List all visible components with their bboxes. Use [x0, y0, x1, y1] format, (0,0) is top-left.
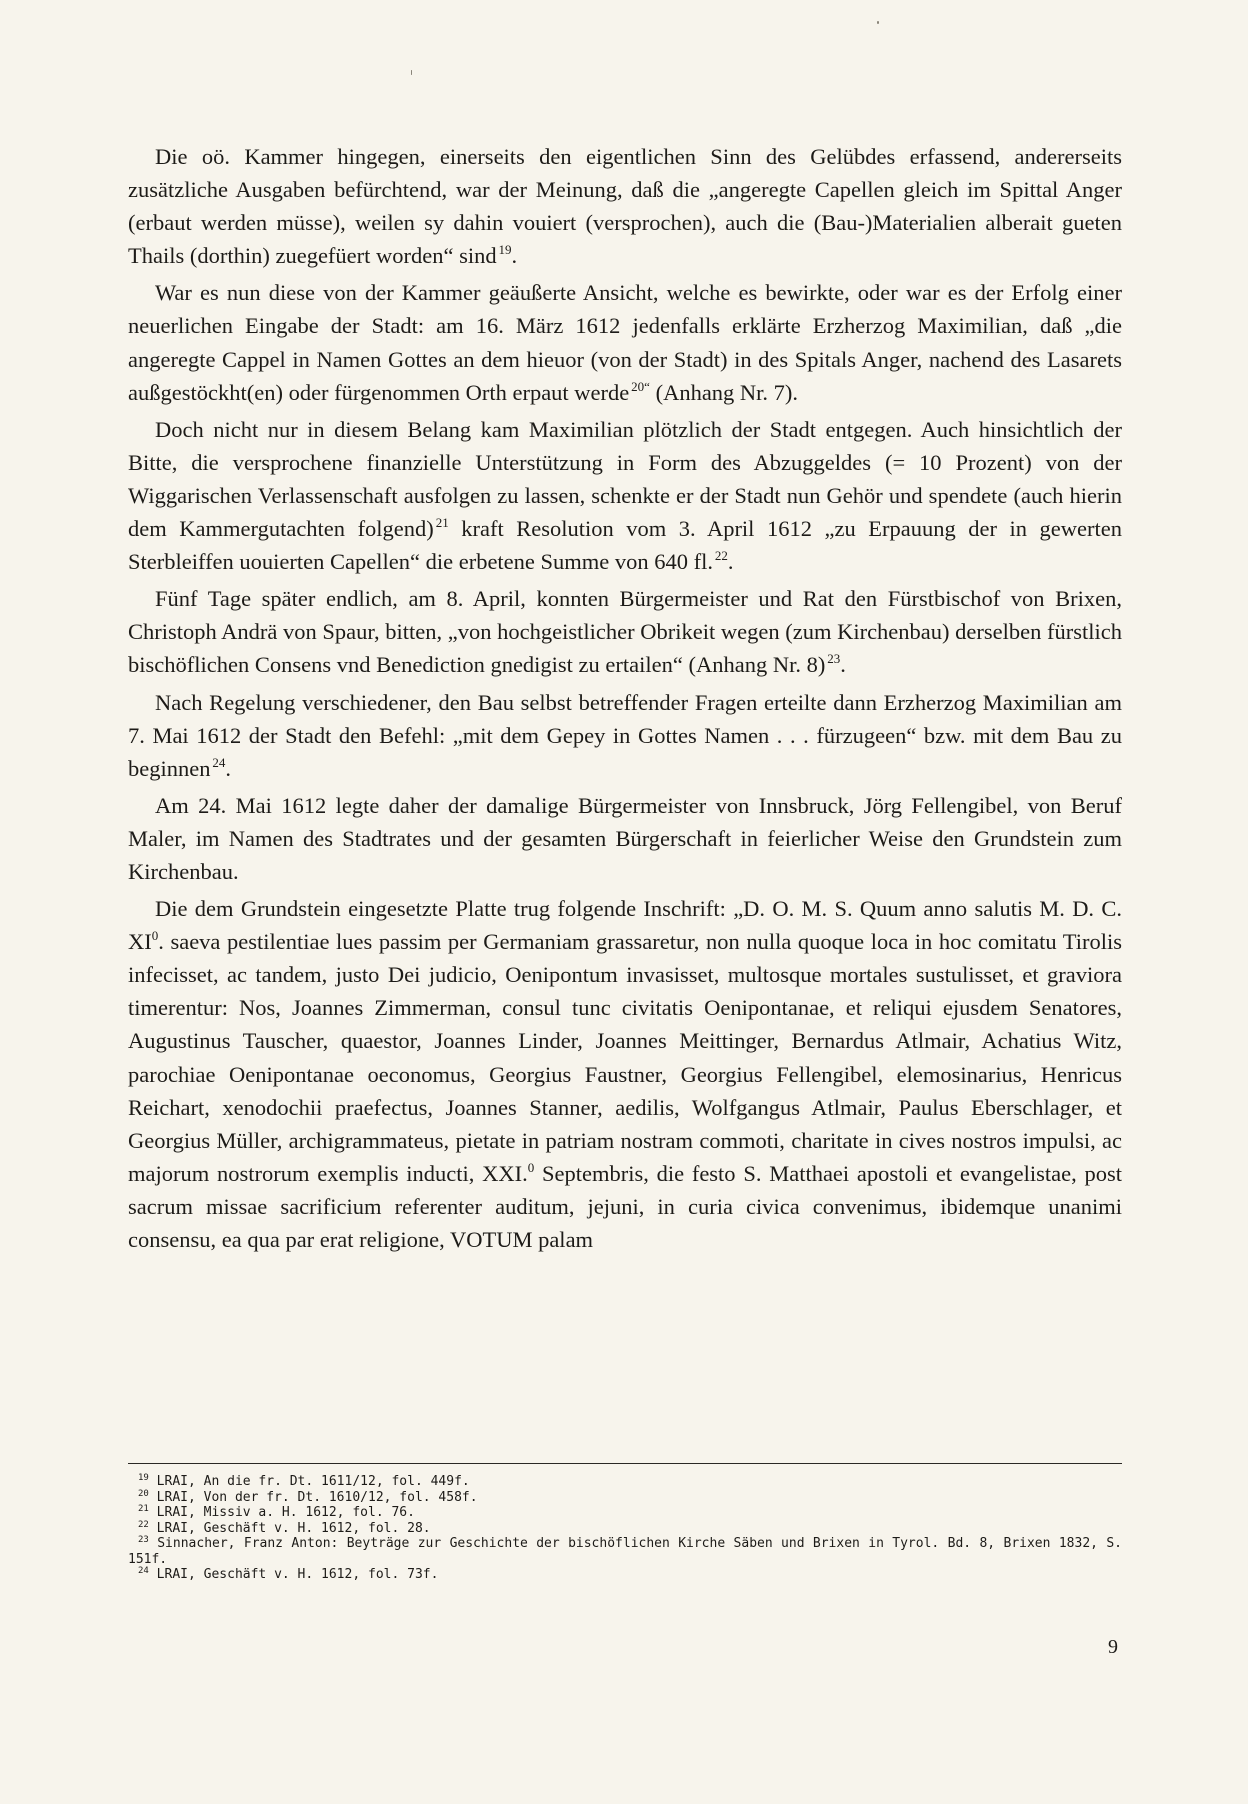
footnote-text: LRAI, Geschäft v. H. 1612, fol. 73f.: [156, 1567, 439, 1582]
footnote-ref: 20“: [631, 378, 650, 394]
paper-speck: [411, 70, 412, 75]
footnote: [128, 1490, 1122, 1506]
footnote-number: 24: [138, 1566, 149, 1576]
footnote-text: LRAI, Geschäft v. H. 1612, fol. 28.: [156, 1520, 431, 1536]
paragraph-text: .: [511, 243, 518, 269]
footnote-ref: 19: [498, 242, 512, 258]
footnote-ref: 23: [827, 651, 841, 667]
paragraph-text: Doch nicht nur in diesem Belang kam Maximilian plötzlich der Stadt entgegen. Auch hinsichtlich der Bitte, die versprochene finanzielle Unterstützung in Form des Abzuggeldes (= 10 Prozent) von der Wiggarischen Verlassenschaft ausfolgen zu lassen, schenkte er der Stadt nun Gehör und spendete (auch hierin dem Kammergutachten folgend): [128, 416, 1122, 542]
footnote: [128, 1521, 1122, 1537]
paragraph: [128, 582, 1122, 681]
paragraph: [128, 413, 1122, 578]
paragraph: [128, 276, 1122, 408]
footnote-text: LRAI, An die fr. Dt. 1611/12, fol. 449f.: [156, 1474, 470, 1489]
paragraph: [128, 140, 1122, 272]
paragraph: [128, 789, 1122, 888]
footnote: [128, 1567, 1122, 1583]
footnote: [128, 1505, 1122, 1521]
paragraph-text: .: [840, 652, 846, 678]
paragraph-text: (Anhang Nr. 7).: [649, 379, 799, 405]
paragraph-text: Fünf Tage später endlich, am 8. April, konnten Bürgermeister und Rat den Fürstbischof von Brixen, Christoph Andrä von Spaur, bitten, „von hochgeistlicher Obrikeit wegen (zum Kirchenbau) derselben fürstlich bischöflichen Consens vnd Benediction gnedigist zu ertailen“ (Anhang Nr. 8): [128, 586, 1122, 678]
paragraph-text: Septembris, die festo S. Matthaei apostoli et evangelistae, post sacrum missae sacrificium referenter auditum, jejuni, in curia civica convenimus, ibidemque unanimi consensu, ea qua par erat religione, VOTUM palam: [128, 1160, 1122, 1252]
footnote-ref: 22: [714, 548, 728, 564]
paragraph: Die dem Grundstein eingesetzte Platte trug folgende Inschrift: „D. O. M. S. Quum anno salutis M. D. C. $XI^0$. saeva pestilentiae lues passim per Germaniam grassaretur, non nulla quoque loca in hoc comitatu Tirolis infecisset, ac tandem, justo Dei judicio, Oenipontum invasisset, multosque mortales sustulisset, et graviora timerentur: Nos, Joannes Zimmerman, consul tunc civitatis Oenipontanae, et reliqui ejusdem Senatores, Augustinus Tauscher, quaestor, Joannes Linder, Joannes Meittinger, Bernardus Atlmair, Achatius Witz, parochiae Oenipontanae oeconomus, Georgius Faustner, Georgius Fellengibel, elemosinarius, Henricus Reichart, xenodochii praefectus, Joannes Stanner, aedilis, Wolfgangus Atlmair, Paulus Eberschlager, et Georgius Müller, archigrammateus, pietate in patriam nostram commoti, charitate in cives nostros impulsi, ac majorum nostrorum exemplis inducti, XXI.$^0$ Septembris, die festo S. Matthaei apostoli et evangelistae, post sacrum missae sacrificium referenter auditum, jejuni, in curia civica convenimus, ibidemque unanimi consensu, ea qua par erat religione, VOTUM palam: [128, 896, 1122, 1252]
paragraph: [128, 686, 1122, 785]
footnote-number: 20: [138, 1488, 149, 1499]
paragraph-text: kraft Resolution vom 3. April 1612 „zu Erpauung der in gewerten Sterbleiffen uouierten Capellen“ die erbetene Summe von 640 fl.: [128, 516, 1122, 575]
paragraph-text: Die dem Grundstein eingesetzte Platte trug folgende Inschrift: „D. O. M. S. Quum anno salutis M. D. C. XI: [128, 896, 1122, 955]
footnote-number: 23: [138, 1535, 149, 1545]
footnote-number: 22: [138, 1519, 149, 1530]
footnote-divider: [128, 1463, 1122, 1464]
paragraph-text: War es nun diese von der Kammer geäußerte Ansicht, welche es bewirkte, oder war es der Erfolg einer neuerlichen Eingabe der Stadt: am 16. März 1612 jedenfalls erklärte Erzherzog Maximilian, daß „die angeregte Cappel in Namen Gottes an dem hieuor (von der Stadt) in des Spitals Anger, nachend des Lasarets außgestöckht(en) oder fürgenommen Orth erpaut werde: [128, 280, 1122, 405]
footnote: [128, 1536, 1122, 1567]
footnote-text: LRAI, Von der fr. Dt. 1610/12, fol. 458f.: [156, 1489, 478, 1505]
footnote-number: 19: [138, 1473, 149, 1483]
footnote: [128, 1474, 1122, 1490]
paper-speck: [877, 21, 879, 24]
footnote-number: 21: [138, 1504, 149, 1514]
main-text: [128, 140, 1122, 1260]
paragraph-text: .: [225, 755, 231, 781]
paragraph-text: .: [727, 549, 734, 575]
paragraph-text: saeva pestilentiae lues passim per Germaniam grassaretur, non nulla quoque loca in hoc comitatu Tirolis infecisset, ac tandem, justo Dei judicio, Oenipontum invasisset, multosque mortales sustulisset, et graviora timerentur: Nos, Joannes Zimmerman, consul tunc civitatis Oenipontanae, et reliqui ejusdem Senatores, Augustinus Tauscher, quaestor, Joannes Linder, Joannes Meittinger, Bernardus Atlmair, Achatius Witz, parochiae Oenipontanae oeconomus, Georgius Faustner, Georgius Fellengibel, elemosinarius, Henricus Reichart, xenodochii praefectus, Joannes Stanner, aedilis, Wolfgangus Atlmair, Paulus Eberschlager, et Georgius Müller, archigrammateus, pietate in patriam nostram commoti, charitate in cives nostros impulsi, ac majorum nostrorum exemplis inducti, XXI.: [128, 929, 1122, 1186]
footnotes: [128, 1474, 1122, 1583]
paragraph-text: Nach Regelung verschiedener, den Bau selbst betreffender Fragen erteilte dann Erzherzog Maximilian am 7. Mai 1612 der Stadt den Befehl: „mit dem Gepey in Gottes Namen . . . fürzugeen“ bzw. mit dem Bau zu beginnen: [128, 689, 1122, 781]
footnote-text: Sinnacher, Franz Anton: Beyträge zur Geschichte der bischöflichen Kirche Säben und Brixen in Tyrol. Bd. 8, Brixen 1832, S. 151f.: [128, 1536, 1123, 1567]
page-number: 9: [1108, 1636, 1118, 1658]
ordinal-mark: 0: [527, 1159, 535, 1175]
ordinal-mark: 0: [151, 928, 159, 944]
footnote-ref: 21: [435, 515, 449, 531]
paragraph-text: Am 24. Mai 1612 legte daher der damalige Bürgermeister von Innsbruck, Jörg Fellengibel, von Beruf Maler, im Namen des Stadtrates und der gesamten Bürgerschaft in feierlicher Weise den Grundstein zum Kirchenbau.: [128, 792, 1122, 884]
footnote-text: LRAI, Missiv a. H. 1612, fol. 76.: [156, 1505, 415, 1520]
footnote-ref: 24: [212, 754, 226, 770]
paragraph-text: Die oö. Kammer hingegen, einerseits den eigentlichen Sinn des Gelübdes erfassend, andererseits zusätzliche Ausgaben befürchtend, war der Meinung, daß die „angeregte Capellen gleich im Spittal Anger (erbaut werden müsse), weilen sy dahin vouiert (versprochen), auch die (Bau-)Materialien alberait gueten Thails (dorthin) zuegefüert worden“ sind: [128, 144, 1122, 269]
